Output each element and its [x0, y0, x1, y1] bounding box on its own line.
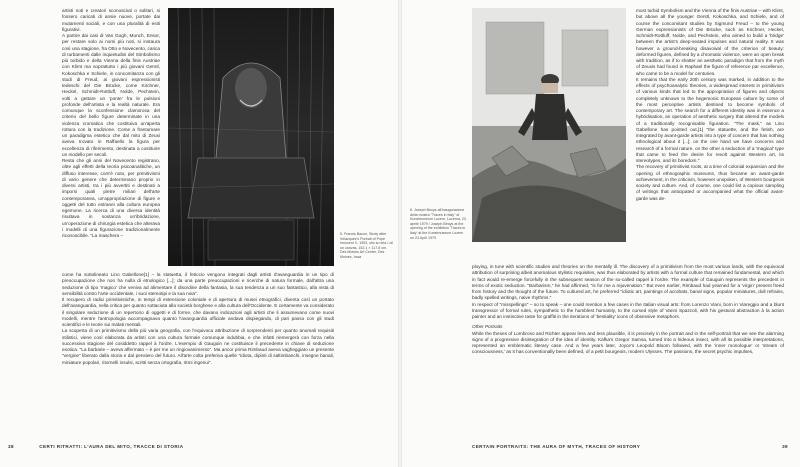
body-paragraph: While the theses of Lombroso and Richter appear less and less plausible, it is precisely in the portrait and in the self-portrait that we see the alarming signs of a progressive disintegration of the idea of identity. Kafka's Gregor Samsa, turned into a hideous insect, with all its possible interpretations, represented an emblematic literary case. And a few years later, Joyce's Leopold Bloom followed, with the 'inner monologue' or 'stream of consciousness,' as it has conventionally been defined, of a petit bourgeois, modern Ulysses. The passions, the secret psychic impulses, [472, 330, 784, 355]
left-body-column [62, 8, 160, 263]
left-page [0, 0, 398, 467]
left-page-number: 38 [8, 444, 14, 449]
body-paragraph: come ha sottolineato Lino Gabellone[1] – la statuetta, il feticcio vengono integrati dagli artisti d'avanguardia in un tipo di preoccupazione che non ha nulla di etnologico [...]; da una parte preoccupazioni e ricerche di natura formale, dall'altra una seduzione di tipo 'magico' che veniva ad alimentare il disordine della fantasia, la sua tendenza a un suo fantastico, alla vista di sensibilità contro l'arte occidentale, i suoi stereotipi e la sua noia". [62, 272, 334, 296]
body-paragraph: It remains that the early 20th century was marked, in addition to the effects of psychoanalytic theories, a widespread interest in primitivism of various kinds that led to the appropriation of figures and objects completely unknown to the hegemonic European culture by some of the most perceptive artists destined to become symbols of contemporary art. The search for a different identity was in essence a hybridisation, an operation of aesthetic surgery that altered the models of a traditionally recognisable figuration. "The mask," as Lino Gabellone has pointed out,[1] "the statuette, and the fetish, are integrated by avant-garde artists into a type of concern that has nothing ethnological about it [...]; on the one hand we have concerns and research of a formal nature, on the other a seduction of a 'magical' type that came to feed the desire for revolt against Western art, its stereotypes, and its boredom." [636, 76, 784, 163]
right-running-title: CERTAIN PORTRAITS: THE AURA OF MYTH, TRACES OF HISTORY [472, 444, 641, 449]
beuys-photo-graphic [472, 8, 626, 242]
body-paragraph: Resta che gli anni del Novecento registrano, oltre agli effetti della teoria psicoanalitiche, un diffuso interesse, com'è noto, per primitivismi di vario genere che determinano proprio in diversi artisti, tra i più avvertiti e destinati a imporsi quali pietre miliari dell'arte contemporanea, un'appropriazione di figure e oggetti del tutto estranei alla cultura europea egemone. La ricerca di una diversa identità risultava in sostanza un'ibridazione, un'operazione di chirurgia estetica che alterava i modelli di una figurazione tradizionalmente riconoscibile. "La maschera – [62, 158, 160, 238]
left-body-continuation [62, 272, 334, 442]
body-paragraph: In respect of "misspellings" – so to speak – one could mention a few cases in the Italian visual arts: from Lorenzo Viani, born in Viareggio and a blunt transgressor of formal rules, sympathetic to the humblest humanity, to the cursed style of Vanni Spazzoli, with his gestural abstraction à la action painter and an instinctive taste for graffiti in the iterations of 'bestiality' icons of obsessive metaphors. [472, 301, 784, 319]
body-paragraph: ploying, in tune with scientific studies and theories on the mentally ill. The discovery of a primitivism from the most various lands, with the equivocal attribution of surprising albeit anomalous stylistic requisites, was thus elaborated by artists with a formal culture that remained fundamental, and which in fact would re-emerge forcefully in the subsequent season of the so-called rappel à l'ordre. The example of Gauguin represents the precedent in terms of exotic seduction. "Barbarism," he had affirmed, "is for me a rejuvenation." But even earlier, Rimbaud had yearned for a 'virgin' present freed from history and the thought of the future. To cultured art, he preferred "idiotic art, paintings of acrobats, banal signs, popular miniatures, dull refrains, badly spelled writings, naive rhythms." [472, 264, 784, 301]
body-paragraph: most turbid Symbolism and the Vienna of the finis Austriae – with Klimt, but above all the younger Gerstl, Kokoschka, and Schiele, and of course the concomitant studies by Sigmund Freud – to the young German expressionists of Die Brücke, such as Kirchner, Heckel, Schmidt-Rottluff, Nolde, and Pechstein, who aimed to build a 'bridge' between the artist's deep-seated impulses and natural reality. It was however a ground-breaking disavowal of the criterion of beauty: deformed figures, defined by a chromatic violence, were an open break with tradition, as if to shatter an aesthetic paradigm that from the myth of Zeuxis had found in Raphael the figure of reference par excellence, who came to be a model for centuries. [636, 8, 784, 76]
right-footer [472, 444, 794, 449]
bacon-painting-image [168, 8, 334, 266]
body-paragraph: La scoperta di un primitivismo della più varia geografia, con l'equivoca attribuzione di sorprendenti per quanto anomali requisiti stilistici, viene così elaborata da artisti con una cultura formale comunque indubbia, e che infatti riemergerà con forza nella successiva stagione del cosiddetto rappel à l'ordre. L'esempio di Gauguin ne costituisce il precedente in chiave di seduzione esotica. "La barbarie – aveva affermato – è per me un ringiovanimento". Ma ancor prima Rimbaud aveva vagheggiato un presente "vergine" liberato dalla storia e dal pensiero del futuro. All'arte colta preferiva quelle "idiota, dipinti di saltimbanchi, insegne banali, miniature popolari, ritornelli insulsi, scritti senza ortografia, ritmi ingenui". [62, 328, 334, 365]
right-body-column [636, 8, 784, 260]
body-paragraph: The recovery of primitivist roots, at a time of colonial expansion and the opening of ethnographic museums, thus became an avant-garde achievement, in the criticism, however unspoken, of Western bourgeois society and culture. And, of course, one could list a copious sampling of writings that anticipated or accompanied what the official avant-garde was de- [636, 164, 784, 201]
left-running-title: CERTI RITRATTI: L'AURA DEL MITO, TRACCE DI STORIA [39, 444, 184, 449]
right-figure-caption: 6. Joseph Beuys all'inaugurazione della mostra "Traces in Italy" di Kunstmuseum Luzern, Lucerna, 23 aprile 1979 / Joseph Beuys at the opening of the exhibition 'Traces in Italy' at the Kunstmuseum Luzern on 23 April 1979 [410, 208, 466, 240]
right-page [402, 0, 800, 467]
left-figure-caption: 5. Francis Bacon, Study after Velázquez's Portrait of Pope Innocent X, 1953, olio su tela / oil on canvas, 152,1 × 117,8 cm. Des Moines Art Center, Des Moines, Iowa [340, 232, 393, 259]
bacon-painting-graphic [168, 8, 334, 266]
body-paragraph: artisti noti e creatori sconosciuti o solitari, si fossero caricati di ansie nuove, portate dai mutamenti sociali, e con una pluralità di esiti figurativi. [62, 8, 160, 32]
body-paragraph: A partire dai casi di Van Gogh, Munch, Ensor, per restare solo ai nomi più noti, si instaura così una stagione, fra Otto e Novecento, carica di turbamenti dalle inquietudini del Simbolismo più torbido e della Vienna della finis Austriae con Klimt ma soprattutto i più giovani Gerstl, Kokoschka e Schiele, in concomitanza con gli studi di Freud, ai giovani espressionisti tedeschi del Die Brücke, come Kirchner, Heckel, Schmidt-Rottluff, Nolde, Pechstein, volti a gettare un 'ponte' fra le pulsioni profonde dell'artista e la realtà naturale. Era comunque la sconfessione clamorosa del criterio del bello figure determinate in una violenza cromatica che costituiva un'aperta rottura con la tradizione. Come a frantumare un paradigma estetico che dal mito di Zeusi aveva trovato in Raffaello la figura per eccellenza di riferimento, destinata a costituire un modello per secoli. [62, 33, 160, 157]
beuys-photo-image [472, 8, 626, 242]
right-body-continuation [472, 264, 784, 442]
right-page-number: 39 [782, 444, 788, 449]
section-subhead: Other Portraits [472, 324, 503, 330]
left-footer [8, 444, 184, 449]
body-paragraph: Il recupero di radici primitivistiche, in tempi di estensione coloniale e di apertura di musei etnografici, diventa così un portato dell'avanguardia, nella critica per quanto sottaciuta alla società borghese e alla cultura dell'Occidente. E certamente va considerato il singolare seduzione di un repertorio di oggetti e di forme, che davano indicazioni agli artisti che li assumevano come nuovi modelli, mentre l'antropologia accompagnava quanto l'avanguardia ufficiale andava dispiegando, di pari passo con gli studi scientifici e le teorie sui malati mentali. [62, 297, 334, 327]
